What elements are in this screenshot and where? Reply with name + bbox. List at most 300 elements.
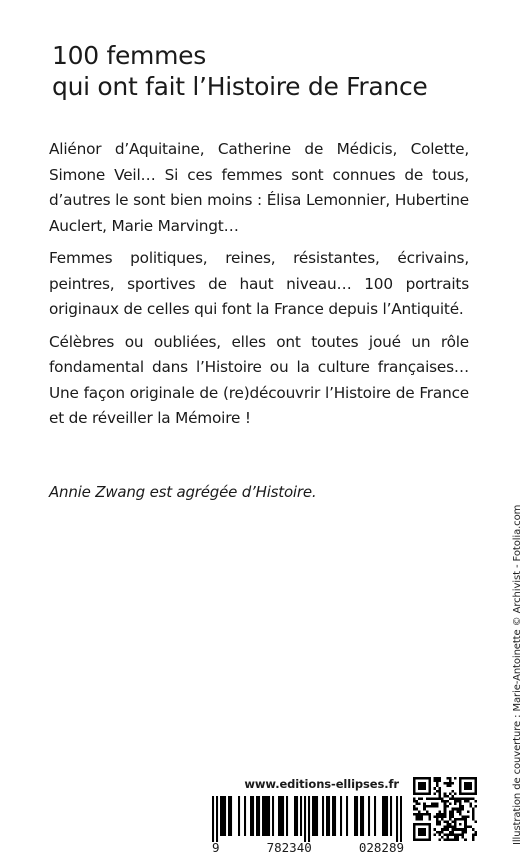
qr-module [444,828,447,831]
qr-module [436,803,439,806]
qr-module [426,823,429,826]
barcode-bar [374,796,376,836]
qr-module [446,785,449,788]
qr-module [474,777,477,780]
qr-module [428,823,431,826]
qr-module [459,797,462,800]
barcode-bar [328,796,330,836]
qr-module [454,823,457,826]
qr-module [439,815,442,818]
qr-module [451,782,454,785]
qr-module [459,808,462,811]
qr-module [454,821,457,824]
qr-module [449,815,452,818]
qr-module [439,833,442,836]
barcode-bar [326,796,328,836]
qr-module [421,828,424,831]
qr-module [454,777,457,780]
qr-module [428,790,431,793]
qr-module [418,782,421,785]
qr-module [446,800,449,803]
qr-module [423,792,426,795]
qr-module [441,815,444,818]
qr-module [433,792,436,795]
qr-module [423,828,426,831]
qr-module [428,838,431,841]
qr-module [418,787,421,790]
qr-module [469,792,472,795]
qr-module [416,792,419,795]
qr-module [444,810,447,813]
qr-module [472,828,475,831]
qr-module [436,815,439,818]
qr-module [454,836,457,839]
barcode-bar [384,796,386,836]
qr-module [444,838,447,841]
barcode-bar [356,796,358,836]
qr-module [416,777,419,780]
qr-module [454,800,457,803]
qr-module [469,805,472,808]
qr-module [416,818,419,821]
qr-module [469,777,472,780]
qr-module [451,826,454,829]
qr-module [433,805,436,808]
qr-module [469,785,472,788]
qr-module [459,828,462,831]
qr-module [449,782,452,785]
qr-module [444,795,447,798]
qr-module [433,780,436,783]
qr-module [474,831,477,834]
qr-module [421,792,424,795]
qr-module [451,833,454,836]
qr-module [474,821,477,824]
qr-module [413,823,416,826]
qr-module [472,833,475,836]
qr-module [439,831,442,834]
barcode-bar [268,796,270,836]
qr-module [464,821,467,824]
qr-module [428,818,431,821]
qr-module [459,813,462,816]
qr-module [446,836,449,839]
qr-module [413,826,416,829]
qr-module [428,785,431,788]
qr-module [451,828,454,831]
barcode-bar [228,796,230,836]
qr-module [464,826,467,829]
qr-module [439,823,442,826]
qr-module [467,787,470,790]
qr-module [413,833,416,836]
qr-module [464,823,467,826]
barcode-bar [390,796,392,836]
qr-module [444,813,447,816]
qr-module [418,823,421,826]
qr-module [449,803,452,806]
qr-module [457,838,460,841]
qr-module [431,803,434,806]
qr-module [428,780,431,783]
barcode-bar [220,796,222,836]
qr-module [433,815,436,818]
qr-module [439,813,442,816]
qr-module [418,828,421,831]
qr-module [467,792,470,795]
barcode-bar [360,796,362,836]
qr-module [418,785,421,788]
qr-module [449,797,452,800]
qr-module [472,818,475,821]
qr-module [426,838,429,841]
qr-module [454,797,457,800]
qr-module [433,787,436,790]
qr-module [474,780,477,783]
qr-module [426,777,429,780]
qr-module [423,803,426,806]
qr-module [451,831,454,834]
qr-module [464,831,467,834]
qr-module [444,800,447,803]
qr-module [472,836,475,839]
qr-module [439,797,442,800]
isbn-part-1: 9 [212,840,220,855]
qr-module [449,780,452,783]
qr-module [451,810,454,813]
qr-module [413,838,416,841]
qr-module [454,838,457,841]
qr-module [421,818,424,821]
qr-module [436,777,439,780]
qr-module [449,813,452,816]
qr-module [431,805,434,808]
qr-module [416,823,419,826]
qr-module [457,836,460,839]
qr-module [459,790,462,793]
qr-module [418,803,421,806]
qr-module [467,800,470,803]
qr-module [446,795,449,798]
qr-module [423,805,426,808]
qr-module [441,828,444,831]
qr-module [441,797,444,800]
qr-module [433,797,436,800]
qr-module [459,805,462,808]
qr-module [428,828,431,831]
qr-module [416,838,419,841]
barcode-bar [316,796,318,836]
qr-module [464,800,467,803]
qr-module [464,782,467,785]
qr-module [464,792,467,795]
qr-module [449,792,452,795]
qr-module [428,815,431,818]
qr-module [418,813,421,816]
qr-module [464,815,467,818]
qr-module [454,826,457,829]
qr-module [441,818,444,821]
qr-module [462,815,465,818]
barcode-bar [222,796,224,836]
qr-module [423,831,426,834]
qr-module [423,782,426,785]
qr-code-icon [413,777,477,841]
qr-module [451,790,454,793]
qr-module [423,787,426,790]
qr-module [459,803,462,806]
qr-module [426,792,429,795]
qr-module [436,797,439,800]
qr-module [441,800,444,803]
qr-module [457,810,460,813]
blurb-paragraph-2: Femmes politiques, reines, résistantes, écrivains, peintres, sportives de haut niveau… 100 portraits originaux de celles qui font la France depuis l’Antiquité. [49,249,469,318]
qr-module [423,838,426,841]
qr-module [462,777,465,780]
qr-module [416,815,419,818]
isbn-part-3: 028289 [358,840,404,855]
barcode-bar [262,796,264,836]
qr-module [474,833,477,836]
qr-module [436,780,439,783]
barcode-bar [362,796,364,836]
qr-module [418,833,421,836]
qr-module [464,828,467,831]
qr-module [413,828,416,831]
qr-module [444,782,447,785]
qr-module [472,813,475,816]
qr-module [423,808,426,811]
qr-module [428,797,431,800]
blurb-paragraph-3: Célèbres ou oubliées, elles ont toutes joué un rôle fondamental dans l’Histoire ou la culture françaises… Une façon originale de (re)découvrir l’Histoire de France et de réveiller la Mémoire ! [49,332,469,427]
book-title [52,40,428,102]
qr-module [413,805,416,808]
qr-module [467,826,470,829]
qr-module [457,800,460,803]
qr-module [454,792,457,795]
qr-module [439,821,442,824]
qr-module [428,833,431,836]
qr-module [439,810,442,813]
qr-module [446,782,449,785]
barcode-bar [396,796,398,842]
qr-module [423,785,426,788]
qr-module [436,818,439,821]
qr-module [467,797,470,800]
qr-module [444,805,447,808]
qr-module [449,826,452,829]
barcode-bar [280,796,282,836]
qr-module [436,785,439,788]
qr-module [457,818,460,821]
qr-module [467,777,470,780]
barcode-bar [304,796,306,842]
qr-module [469,797,472,800]
qr-module [421,813,424,816]
qr-module [474,800,477,803]
qr-module [413,790,416,793]
barcode-bar [300,796,302,836]
qr-module [428,813,431,816]
barcode-bar [286,796,288,836]
barcode-bar [272,796,274,836]
qr-module [444,815,447,818]
qr-module [451,797,454,800]
qr-module [449,831,452,834]
qr-module [436,813,439,816]
qr-module [474,785,477,788]
qr-module [451,795,454,798]
qr-module [446,777,449,780]
qr-module [449,810,452,813]
qr-module [467,785,470,788]
qr-module [418,815,421,818]
barcode-bar [354,796,356,836]
qr-module [433,803,436,806]
barcode-bar [322,796,324,836]
qr-module [459,792,462,795]
qr-module [413,782,416,785]
qr-module [449,818,452,821]
qr-module [459,818,462,821]
qr-module [413,792,416,795]
qr-module [446,838,449,841]
qr-module [436,823,439,826]
qr-module [451,808,454,811]
qr-module [462,808,465,811]
qr-module [464,787,467,790]
qr-module [428,831,431,834]
qr-module [459,787,462,790]
qr-module [469,787,472,790]
qr-module [416,800,419,803]
qr-module [464,838,467,841]
qr-module [421,833,424,836]
qr-module [459,810,462,813]
qr-module [462,831,465,834]
qr-module [449,785,452,788]
qr-module [469,826,472,829]
qr-module [459,823,462,826]
qr-module [441,813,444,816]
qr-module [444,833,447,836]
qr-module [421,823,424,826]
qr-module [444,792,447,795]
qr-module [459,780,462,783]
qr-module [418,777,421,780]
qr-module [464,777,467,780]
qr-module [459,833,462,836]
qr-module [472,838,475,841]
qr-module [454,828,457,831]
qr-module [457,833,460,836]
blurb [49,137,469,439]
qr-module [464,785,467,788]
qr-module [474,790,477,793]
barcode-bar [266,796,268,836]
qr-module [416,803,419,806]
qr-module [449,838,452,841]
qr-module [459,777,462,780]
barcode-bar [224,796,226,836]
qr-module [472,815,475,818]
barcode-bar [312,796,314,836]
qr-module [421,782,424,785]
qr-module [421,838,424,841]
qr-module [416,813,419,816]
qr-module [459,800,462,803]
qr-module [462,818,465,821]
qr-module [439,792,442,795]
qr-module [474,792,477,795]
qr-module [472,792,475,795]
qr-module [472,810,475,813]
qr-module [474,782,477,785]
qr-module [439,780,442,783]
qr-module [436,805,439,808]
qr-module [433,777,436,780]
barcode-bar [294,796,296,836]
barcode-bar [278,796,280,836]
barcode-bar [282,796,284,836]
qr-module [428,826,431,829]
barcode-icon [212,796,402,842]
qr-module [467,810,470,813]
qr-module [469,803,472,806]
qr-module [469,782,472,785]
qr-module [444,821,447,824]
barcode-bar [244,796,246,836]
qr-module [421,797,424,800]
qr-module [446,833,449,836]
qr-module [418,797,421,800]
qr-module [454,818,457,821]
qr-module [428,782,431,785]
qr-module [472,777,475,780]
qr-module [426,813,429,816]
qr-module [457,828,460,831]
qr-module [421,777,424,780]
qr-module [446,821,449,824]
barcode-bar [314,796,316,836]
qr-module [462,833,465,836]
barcode-bar [308,796,310,842]
qr-module [462,828,465,831]
author-note: Annie Zwang est agrégée d’Histoire. [49,483,317,501]
barcode-bar [340,796,342,836]
qr-module [413,808,416,811]
barcode-bar [250,796,252,836]
qr-module [413,785,416,788]
qr-module [462,792,465,795]
qr-module [413,780,416,783]
barcode-bar [382,796,384,836]
qr-module [426,805,429,808]
qr-module [428,777,431,780]
qr-module [441,836,444,839]
qr-module [421,785,424,788]
qr-module [413,800,416,803]
qr-module [472,808,475,811]
barcode-bar [264,796,266,836]
barcode-bar [332,796,334,836]
qr-module [433,833,436,836]
barcode-bar [252,796,254,836]
barcode-bar [230,796,232,836]
qr-module [421,815,424,818]
barcode-bar [334,796,336,836]
qr-module [413,787,416,790]
